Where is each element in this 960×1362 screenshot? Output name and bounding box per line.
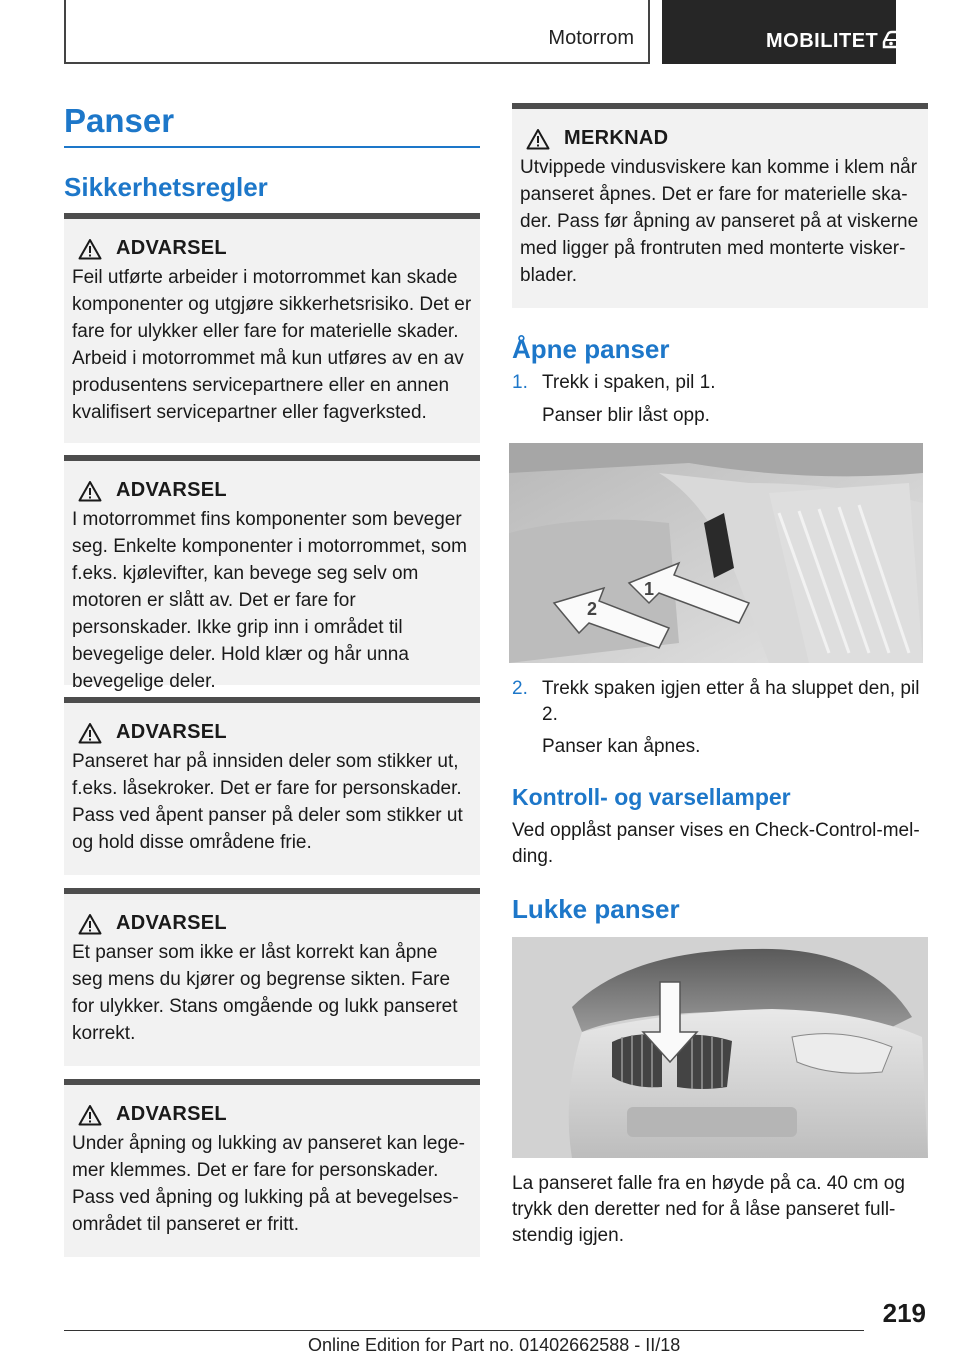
note-label: MERKNAD [564, 127, 669, 149]
warning-text: Panseret har på innsiden deler som stikker ut, f.eks. låsekroker. Det er fare for personskader. Pass ved åpent panser på deler som stikker ut og hold disse områdene frie. [72, 751, 463, 853]
warning-label: ADVARSEL [116, 912, 227, 934]
warning-text: Under åpning og lukking av panseret kan legemer klemmes. Det er fare for personskader. Pass ved åpning og lukking på at bevegelsesområdet til panseret er fritt. [72, 1133, 465, 1235]
warning-label: ADVARSEL [116, 721, 227, 743]
warning-box-4 [64, 888, 480, 1066]
warning-label: ADVARSEL [116, 1103, 227, 1125]
title-rule [64, 146, 480, 148]
warning-text: Et panser som ikke er låst korrekt kan åpne seg mens du kjører og begrense sikten. Fare for ulykker. Stans omgående og lukk panseret korrekt. [72, 942, 458, 1044]
warning-icon [78, 913, 102, 935]
page-title: Panser [64, 102, 175, 139]
warning-box-1 [64, 213, 480, 443]
safety-heading: Sikkerhetsregler [64, 172, 268, 202]
warning-box-5 [64, 1079, 480, 1257]
warning-icon [78, 238, 102, 260]
warning-icon [526, 128, 550, 150]
svg-text:1: 1 [644, 579, 655, 599]
close-heading: Lukke panser [512, 894, 680, 924]
step-text: Trekk spaken igjen etter å ha sluppet den, pil 2. [542, 678, 920, 725]
step-result: Panser kan åpnes. [542, 736, 701, 757]
warning-box-3 [64, 697, 480, 875]
lever-illustration [509, 443, 923, 663]
open-heading: Åpne panser [512, 334, 670, 364]
car-hood-illustration [512, 937, 928, 1158]
header-chapter-label: MOBILITET [766, 30, 879, 52]
warning-icon [78, 722, 102, 744]
warning-label: ADVARSEL [116, 479, 227, 501]
step-text: Trekk i spaken, pil 1. [542, 372, 716, 393]
note-box [512, 103, 928, 308]
warning-box-2 [64, 455, 480, 692]
footer-edition: Online Edition for Part no. 01402662588 - II/18 [308, 1335, 681, 1355]
warning-icon [78, 480, 102, 502]
step-result: Panser blir låst opp. [542, 405, 710, 426]
warning-icon [78, 1104, 102, 1126]
indicator-text: Ved opplåst panser vises en Check-Control-melding. [512, 820, 920, 867]
page-number: 219 [882, 1298, 926, 1328]
header-chapter-tab [662, 0, 896, 64]
car-icon [880, 28, 924, 50]
warning-label: ADVARSEL [116, 237, 227, 259]
note-text: Utvippede vindusviskere kan komme i klem når panseret åpnes. Det er fare for materielle skader. Pass før åpning av panseret på at viskerne med ligger på frontruten med monterte viskerblader. [520, 157, 919, 286]
footer-rule [64, 1330, 864, 1331]
header-section-label: Motorrom [548, 27, 634, 49]
close-text: La panseret falle fra en høyde på ca. 40 cm og trykk den deretter ned for å låse panseret fullstendig igjen. [512, 1173, 905, 1246]
svg-text:2: 2 [587, 599, 598, 619]
step-number: 1. [512, 372, 528, 393]
header-section-box [64, 0, 650, 64]
warning-text: I motorrommet fins komponenter som beveger seg. Enkelte komponenter i motorrommet, som f.eks. kjølevifter, kan bevege seg selv om motoren er slått av. Det er fare for personskader. Ikke grip inn i området til bevegelige deler. Hold klær og hår unna bevegelige deler. [72, 509, 467, 692]
indicator-heading: Kontroll- og varsellamper [512, 784, 791, 810]
warning-text: Feil utførte arbeider i motorrommet kan skade komponenter og utgjøre sikkerhetsrisiko. Det er fare for ulykker eller fare for materielle skader. Arbeid i motorrommet må kun utføres av en av produsentens servicepartnere eller en annen kvalifisert servicepartner eller fagverksted. [72, 267, 472, 423]
step-number: 2. [512, 678, 528, 699]
